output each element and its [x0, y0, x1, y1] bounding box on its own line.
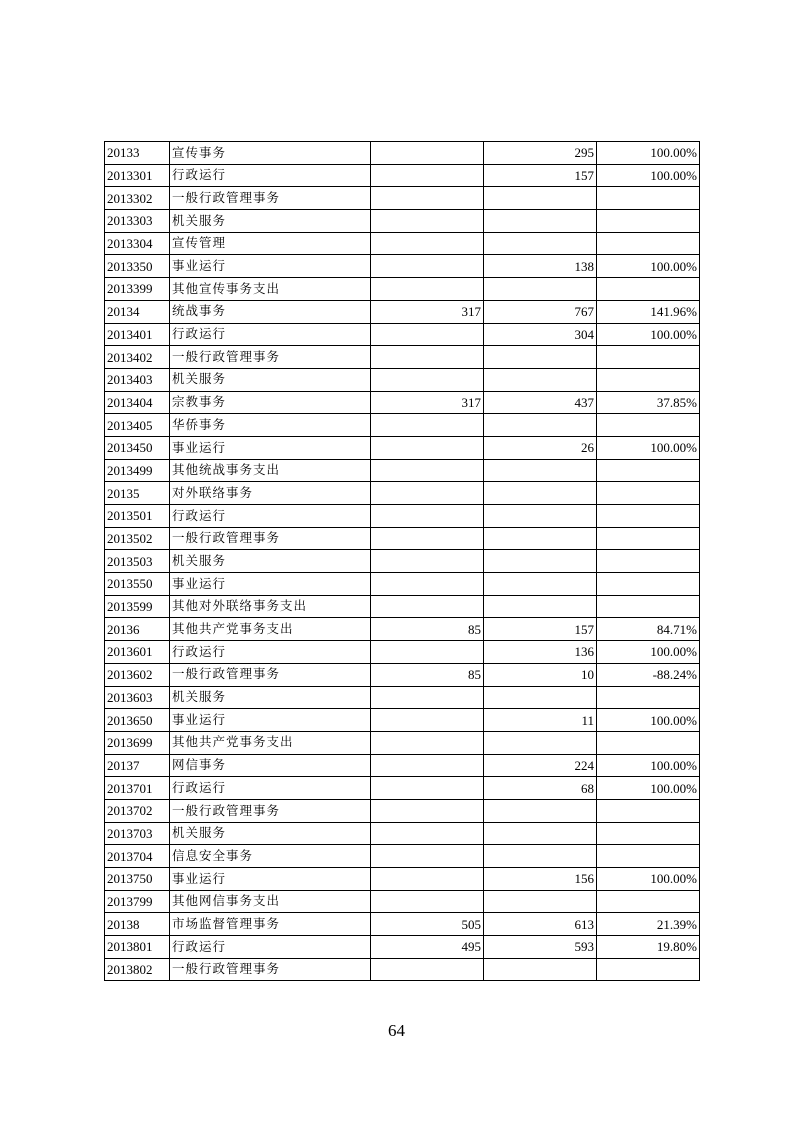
row-budget-cell	[371, 527, 484, 550]
row-percent-cell: 19.80%	[597, 936, 700, 959]
row-percent-cell	[597, 505, 700, 528]
row-budget-cell: 317	[371, 391, 484, 414]
row-percent-cell	[597, 527, 700, 550]
row-budget-cell	[371, 482, 484, 505]
row-actual-cell: 138	[484, 255, 597, 278]
row-code-cell: 2013302	[105, 187, 170, 210]
table-row	[105, 459, 700, 482]
row-actual-cell	[484, 414, 597, 437]
row-percent-cell	[597, 822, 700, 845]
row-name-cell: 华侨事务	[170, 414, 371, 437]
row-name-cell: 其他统战事务支出	[170, 459, 371, 482]
table-row	[105, 436, 700, 459]
row-actual-cell: 26	[484, 436, 597, 459]
row-budget-cell	[371, 164, 484, 187]
table-row	[105, 573, 700, 596]
row-budget-cell	[371, 414, 484, 437]
row-code-cell: 20137	[105, 754, 170, 777]
row-name-cell: 信息安全事务	[170, 845, 371, 868]
row-name-cell: 一般行政管理事务	[170, 663, 371, 686]
row-budget-cell: 85	[371, 663, 484, 686]
row-percent-cell	[597, 210, 700, 233]
row-percent-cell: 100.00%	[597, 777, 700, 800]
row-percent-cell	[597, 958, 700, 981]
table-row	[105, 391, 700, 414]
row-actual-cell	[484, 187, 597, 210]
table-row	[105, 300, 700, 323]
row-actual-cell: 767	[484, 300, 597, 323]
row-percent-cell	[597, 232, 700, 255]
row-code-cell: 2013701	[105, 777, 170, 800]
row-budget-cell	[371, 868, 484, 891]
row-code-cell: 2013802	[105, 958, 170, 981]
row-percent-cell	[597, 550, 700, 573]
row-code-cell: 2013702	[105, 799, 170, 822]
row-actual-cell	[484, 890, 597, 913]
row-budget-cell	[371, 958, 484, 981]
table-row	[105, 754, 700, 777]
row-budget-cell	[371, 731, 484, 754]
table-row	[105, 868, 700, 891]
row-budget-cell	[371, 323, 484, 346]
row-name-cell: 机关服务	[170, 686, 371, 709]
row-budget-cell	[371, 890, 484, 913]
page-number: 64	[388, 1021, 405, 1040]
row-name-cell: 其他宣传事务支出	[170, 278, 371, 301]
row-code-cell: 2013602	[105, 663, 170, 686]
row-percent-cell: 84.71%	[597, 618, 700, 641]
row-name-cell: 其他网信事务支出	[170, 890, 371, 913]
row-code-cell: 2013404	[105, 391, 170, 414]
row-actual-cell	[484, 573, 597, 596]
row-percent-cell: 100.00%	[597, 868, 700, 891]
row-actual-cell	[484, 958, 597, 981]
row-code-cell: 2013403	[105, 368, 170, 391]
table-row	[105, 323, 700, 346]
row-percent-cell	[597, 845, 700, 868]
table-row	[105, 210, 700, 233]
table-row	[105, 187, 700, 210]
row-code-cell: 2013550	[105, 573, 170, 596]
row-code-cell: 20138	[105, 913, 170, 936]
row-code-cell: 2013503	[105, 550, 170, 573]
row-percent-cell: 100.00%	[597, 754, 700, 777]
row-name-cell: 其他共产党事务支出	[170, 618, 371, 641]
row-actual-cell: 68	[484, 777, 597, 800]
row-code-cell: 20134	[105, 300, 170, 323]
row-budget-cell	[371, 709, 484, 732]
row-percent-cell: -88.24%	[597, 663, 700, 686]
row-actual-cell	[484, 845, 597, 868]
row-actual-cell: 136	[484, 641, 597, 664]
row-budget-cell: 85	[371, 618, 484, 641]
row-name-cell: 行政运行	[170, 777, 371, 800]
row-budget-cell	[371, 142, 484, 165]
row-name-cell: 一般行政管理事务	[170, 799, 371, 822]
row-name-cell: 对外联络事务	[170, 482, 371, 505]
table-row	[105, 890, 700, 913]
table-row	[105, 414, 700, 437]
row-code-cell: 2013303	[105, 210, 170, 233]
row-name-cell: 其他共产党事务支出	[170, 731, 371, 754]
row-actual-cell	[484, 482, 597, 505]
row-budget-cell	[371, 346, 484, 369]
table-row	[105, 550, 700, 573]
row-name-cell: 一般行政管理事务	[170, 346, 371, 369]
table-row	[105, 663, 700, 686]
row-budget-cell	[371, 278, 484, 301]
table-row	[105, 164, 700, 187]
table-row	[105, 958, 700, 981]
table-row	[105, 595, 700, 618]
row-budget-cell	[371, 210, 484, 233]
table-row	[105, 255, 700, 278]
row-actual-cell	[484, 505, 597, 528]
row-code-cell: 2013650	[105, 709, 170, 732]
row-percent-cell: 100.00%	[597, 641, 700, 664]
row-name-cell: 机关服务	[170, 822, 371, 845]
row-code-cell: 2013405	[105, 414, 170, 437]
row-budget-cell	[371, 232, 484, 255]
row-budget-cell: 317	[371, 300, 484, 323]
row-name-cell: 事业运行	[170, 709, 371, 732]
row-budget-cell	[371, 686, 484, 709]
row-name-cell: 机关服务	[170, 210, 371, 233]
row-name-cell: 其他对外联络事务支出	[170, 595, 371, 618]
row-name-cell: 宣传事务	[170, 142, 371, 165]
row-code-cell: 2013799	[105, 890, 170, 913]
row-percent-cell	[597, 482, 700, 505]
row-actual-cell	[484, 686, 597, 709]
row-name-cell: 事业运行	[170, 255, 371, 278]
row-actual-cell	[484, 550, 597, 573]
table-row	[105, 482, 700, 505]
row-name-cell: 一般行政管理事务	[170, 527, 371, 550]
row-budget-cell	[371, 436, 484, 459]
row-actual-cell: 10	[484, 663, 597, 686]
row-budget-cell	[371, 255, 484, 278]
row-actual-cell: 437	[484, 391, 597, 414]
row-percent-cell	[597, 278, 700, 301]
row-percent-cell	[597, 187, 700, 210]
row-actual-cell: 157	[484, 164, 597, 187]
row-budget-cell	[371, 550, 484, 573]
table-row	[105, 799, 700, 822]
row-code-cell: 2013301	[105, 164, 170, 187]
row-actual-cell	[484, 278, 597, 301]
row-actual-cell	[484, 822, 597, 845]
row-code-cell: 2013350	[105, 255, 170, 278]
row-name-cell: 行政运行	[170, 505, 371, 528]
row-actual-cell: 304	[484, 323, 597, 346]
row-code-cell: 2013502	[105, 527, 170, 550]
row-percent-cell: 100.00%	[597, 323, 700, 346]
row-code-cell: 2013599	[105, 595, 170, 618]
row-percent-cell: 37.85%	[597, 391, 700, 414]
row-actual-cell	[484, 731, 597, 754]
row-budget-cell: 505	[371, 913, 484, 936]
table-row	[105, 913, 700, 936]
row-budget-cell	[371, 799, 484, 822]
table-row	[105, 232, 700, 255]
row-code-cell: 2013304	[105, 232, 170, 255]
table-row	[105, 346, 700, 369]
table-row	[105, 618, 700, 641]
row-code-cell: 2013450	[105, 436, 170, 459]
row-actual-cell	[484, 346, 597, 369]
row-percent-cell	[597, 799, 700, 822]
row-percent-cell: 141.96%	[597, 300, 700, 323]
row-actual-cell	[484, 232, 597, 255]
row-name-cell: 统战事务	[170, 300, 371, 323]
table-row	[105, 845, 700, 868]
row-name-cell: 事业运行	[170, 436, 371, 459]
row-percent-cell: 100.00%	[597, 142, 700, 165]
row-code-cell: 2013601	[105, 641, 170, 664]
row-name-cell: 宗教事务	[170, 391, 371, 414]
row-percent-cell	[597, 731, 700, 754]
table-row	[105, 822, 700, 845]
row-actual-cell: 224	[484, 754, 597, 777]
row-actual-cell: 11	[484, 709, 597, 732]
row-budget-cell	[371, 754, 484, 777]
row-code-cell: 2013401	[105, 323, 170, 346]
row-code-cell: 2013801	[105, 936, 170, 959]
row-budget-cell: 495	[371, 936, 484, 959]
row-budget-cell	[371, 573, 484, 596]
row-actual-cell	[484, 527, 597, 550]
row-percent-cell	[597, 414, 700, 437]
row-code-cell: 2013501	[105, 505, 170, 528]
budget-table	[104, 141, 700, 981]
table-row	[105, 777, 700, 800]
row-name-cell: 一般行政管理事务	[170, 958, 371, 981]
row-percent-cell	[597, 573, 700, 596]
table-row	[105, 731, 700, 754]
table-row	[105, 936, 700, 959]
row-name-cell: 行政运行	[170, 164, 371, 187]
row-name-cell: 机关服务	[170, 550, 371, 573]
row-name-cell: 一般行政管理事务	[170, 187, 371, 210]
row-budget-cell	[371, 641, 484, 664]
row-code-cell: 20133	[105, 142, 170, 165]
row-budget-cell	[371, 595, 484, 618]
row-percent-cell: 100.00%	[597, 709, 700, 732]
row-percent-cell	[597, 459, 700, 482]
table-row	[105, 709, 700, 732]
row-actual-cell	[484, 459, 597, 482]
table-row	[105, 278, 700, 301]
table-row	[105, 641, 700, 664]
row-actual-cell: 593	[484, 936, 597, 959]
row-budget-cell	[371, 505, 484, 528]
row-code-cell: 2013750	[105, 868, 170, 891]
row-name-cell: 网信事务	[170, 754, 371, 777]
row-budget-cell	[371, 368, 484, 391]
table-row	[105, 686, 700, 709]
table-row	[105, 505, 700, 528]
row-name-cell: 机关服务	[170, 368, 371, 391]
row-percent-cell	[597, 890, 700, 913]
row-percent-cell: 100.00%	[597, 164, 700, 187]
row-code-cell: 2013402	[105, 346, 170, 369]
table-row	[105, 368, 700, 391]
table-row	[105, 142, 700, 165]
row-code-cell: 2013603	[105, 686, 170, 709]
row-actual-cell	[484, 368, 597, 391]
row-code-cell: 20136	[105, 618, 170, 641]
row-actual-cell: 295	[484, 142, 597, 165]
row-budget-cell	[371, 187, 484, 210]
table-body	[105, 142, 700, 981]
row-percent-cell	[597, 368, 700, 391]
row-actual-cell	[484, 210, 597, 233]
row-percent-cell: 100.00%	[597, 436, 700, 459]
row-actual-cell: 156	[484, 868, 597, 891]
row-name-cell: 行政运行	[170, 641, 371, 664]
row-name-cell: 事业运行	[170, 868, 371, 891]
row-code-cell: 2013499	[105, 459, 170, 482]
row-name-cell: 行政运行	[170, 936, 371, 959]
row-name-cell: 行政运行	[170, 323, 371, 346]
row-code-cell: 2013704	[105, 845, 170, 868]
row-actual-cell: 613	[484, 913, 597, 936]
row-name-cell: 宣传管理	[170, 232, 371, 255]
row-code-cell: 2013399	[105, 278, 170, 301]
row-code-cell: 2013703	[105, 822, 170, 845]
row-percent-cell: 100.00%	[597, 255, 700, 278]
row-budget-cell	[371, 845, 484, 868]
row-actual-cell: 157	[484, 618, 597, 641]
row-budget-cell	[371, 777, 484, 800]
row-actual-cell	[484, 799, 597, 822]
row-code-cell: 2013699	[105, 731, 170, 754]
row-percent-cell	[597, 346, 700, 369]
row-budget-cell	[371, 459, 484, 482]
row-percent-cell: 21.39%	[597, 913, 700, 936]
row-budget-cell	[371, 822, 484, 845]
row-actual-cell	[484, 595, 597, 618]
row-name-cell: 事业运行	[170, 573, 371, 596]
row-percent-cell	[597, 686, 700, 709]
row-code-cell: 20135	[105, 482, 170, 505]
table-row	[105, 527, 700, 550]
row-name-cell: 市场监督管理事务	[170, 913, 371, 936]
row-percent-cell	[597, 595, 700, 618]
